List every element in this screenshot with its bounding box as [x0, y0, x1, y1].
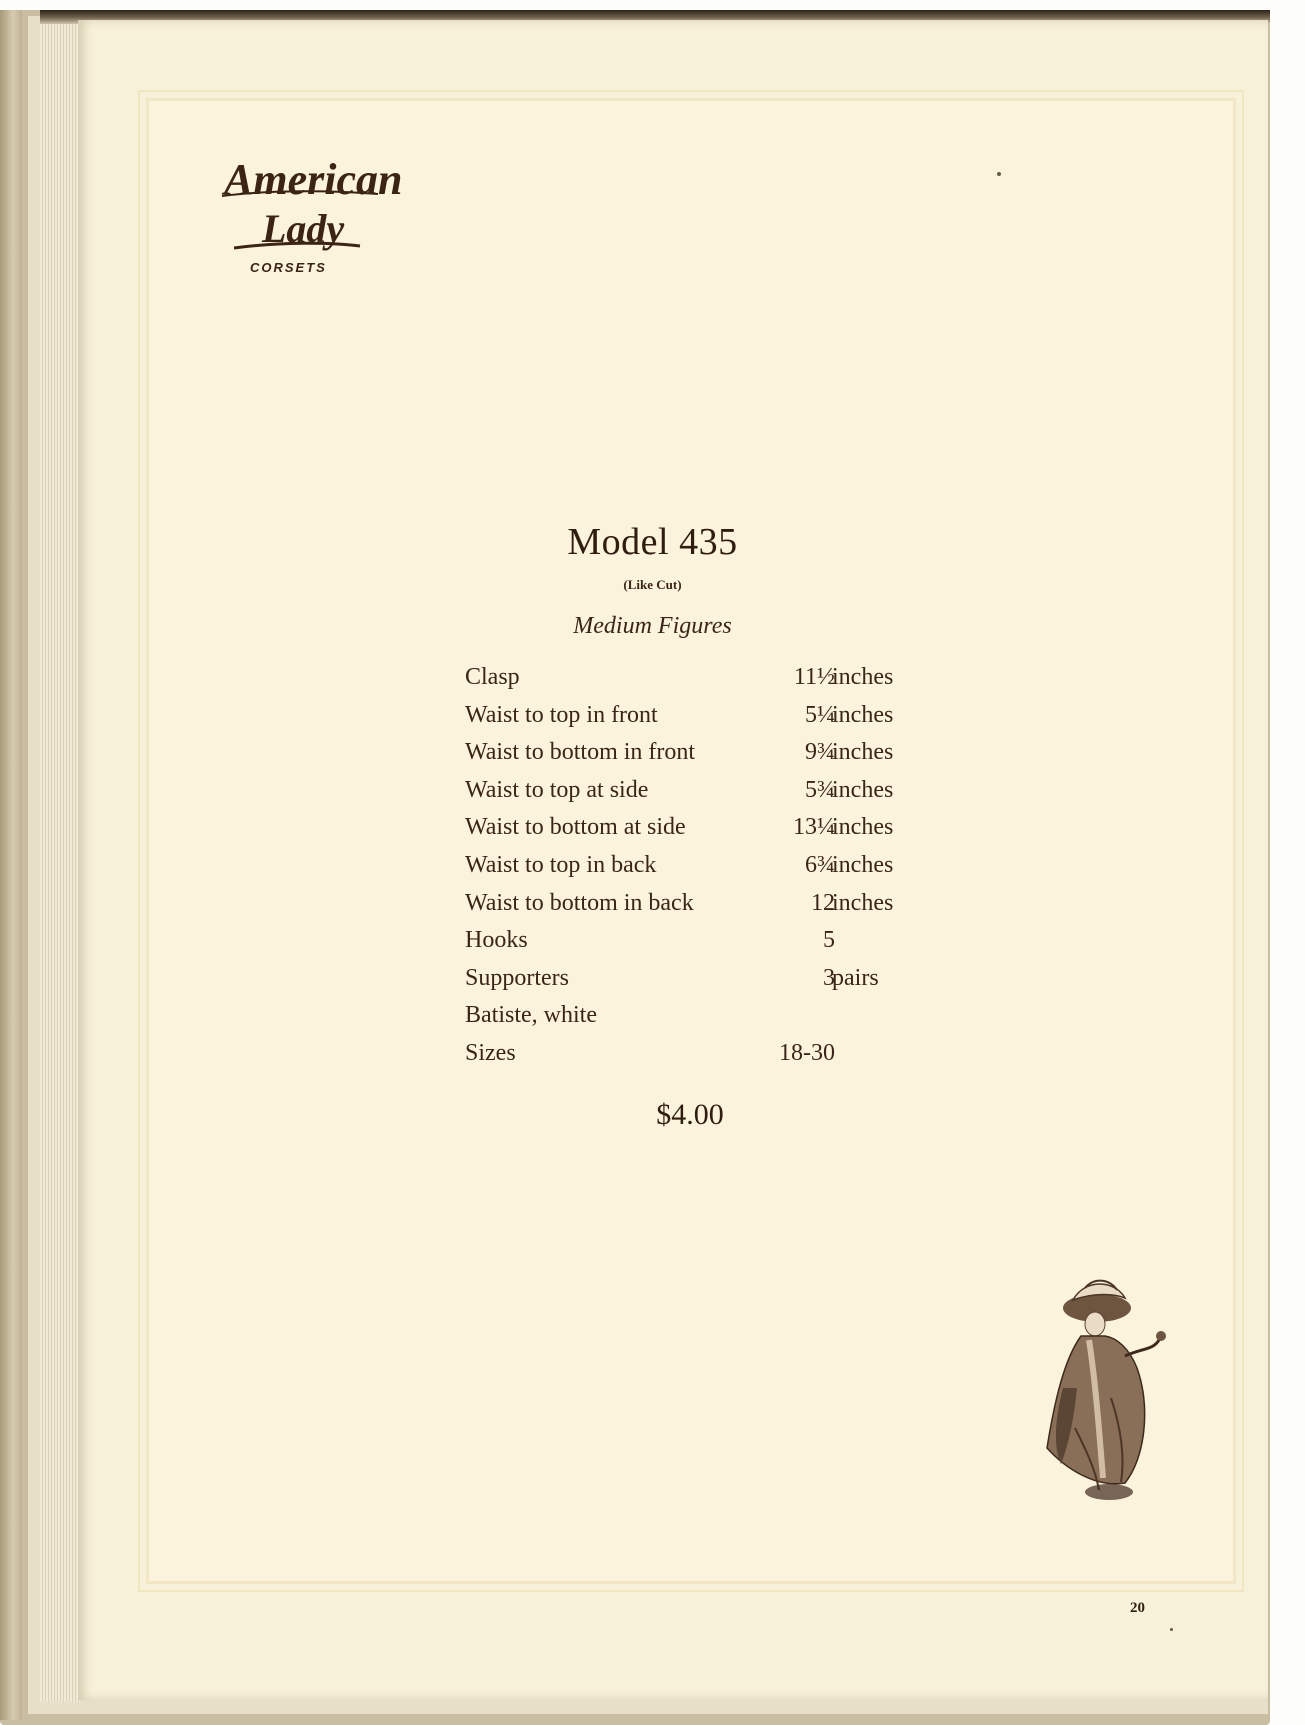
model-title: Model 435 — [567, 521, 738, 563]
spec-value: 6¾ — [805, 851, 835, 878]
spec-row — [465, 702, 925, 740]
spec-unit: inches — [832, 739, 894, 766]
spec-row — [465, 1002, 925, 1040]
spec-unit: pairs — [832, 964, 879, 991]
spec-label: Waist to top in back — [465, 851, 657, 878]
logo-line3: CORSETS — [250, 260, 327, 275]
spec-unit: inches — [832, 814, 894, 841]
spec-value: 18-30 — [779, 1039, 835, 1066]
cover-edge — [0, 10, 22, 1720]
lady-figure-illustration — [1025, 1278, 1175, 1508]
spec-label: Waist to bottom in back — [465, 889, 694, 916]
spec-row — [465, 814, 925, 852]
spec-label: Waist to top in front — [465, 701, 658, 728]
spec-value: 13¼ — [793, 814, 835, 841]
spec-row — [465, 927, 925, 965]
spec-row — [465, 890, 925, 928]
spec-value: 5¾ — [805, 776, 835, 803]
spec-value: 12 — [811, 889, 835, 916]
page-edges — [40, 22, 80, 1702]
logo-line1: American — [224, 155, 403, 204]
spec-value: 5¼ — [805, 701, 835, 728]
spec-row — [465, 965, 925, 1003]
brand-logo — [210, 150, 410, 280]
spec-label: Sizes — [465, 1039, 516, 1066]
ink-speck — [1170, 1628, 1173, 1631]
spec-label: Clasp — [465, 664, 520, 690]
spec-label: Waist to bottom in front — [465, 739, 696, 766]
spec-row — [465, 1040, 925, 1078]
spec-unit: inches — [832, 889, 894, 916]
spec-unit: inches — [832, 664, 894, 690]
page-number: 20 — [1130, 1600, 1145, 1616]
spec-unit: inches — [832, 851, 894, 878]
price: $4.00 — [656, 1098, 724, 1131]
spec-table — [465, 664, 925, 1078]
spec-row — [465, 777, 925, 815]
figure-type: Medium Figures — [573, 613, 732, 639]
spec-value: 5 — [823, 927, 835, 954]
spec-value: 11½ — [793, 664, 835, 690]
logo-line2: Lady — [262, 206, 345, 251]
spec-row — [465, 852, 925, 890]
spec-label: Waist to top at side — [465, 776, 649, 803]
model-subtitle: (Like Cut) — [623, 577, 682, 592]
spec-label: Waist to bottom at side — [465, 814, 686, 841]
spec-value: 9¾ — [805, 739, 835, 766]
spec-row — [465, 664, 925, 702]
spec-label: Batiste, white — [465, 1002, 597, 1029]
spec-label: Supporters — [465, 964, 569, 991]
spec-value: 3 — [823, 964, 835, 991]
ink-speck — [997, 172, 1001, 176]
spec-unit: inches — [832, 776, 894, 803]
spec-label: Hooks — [465, 927, 528, 954]
spec-row — [465, 739, 925, 777]
spec-unit: inches — [832, 701, 894, 728]
